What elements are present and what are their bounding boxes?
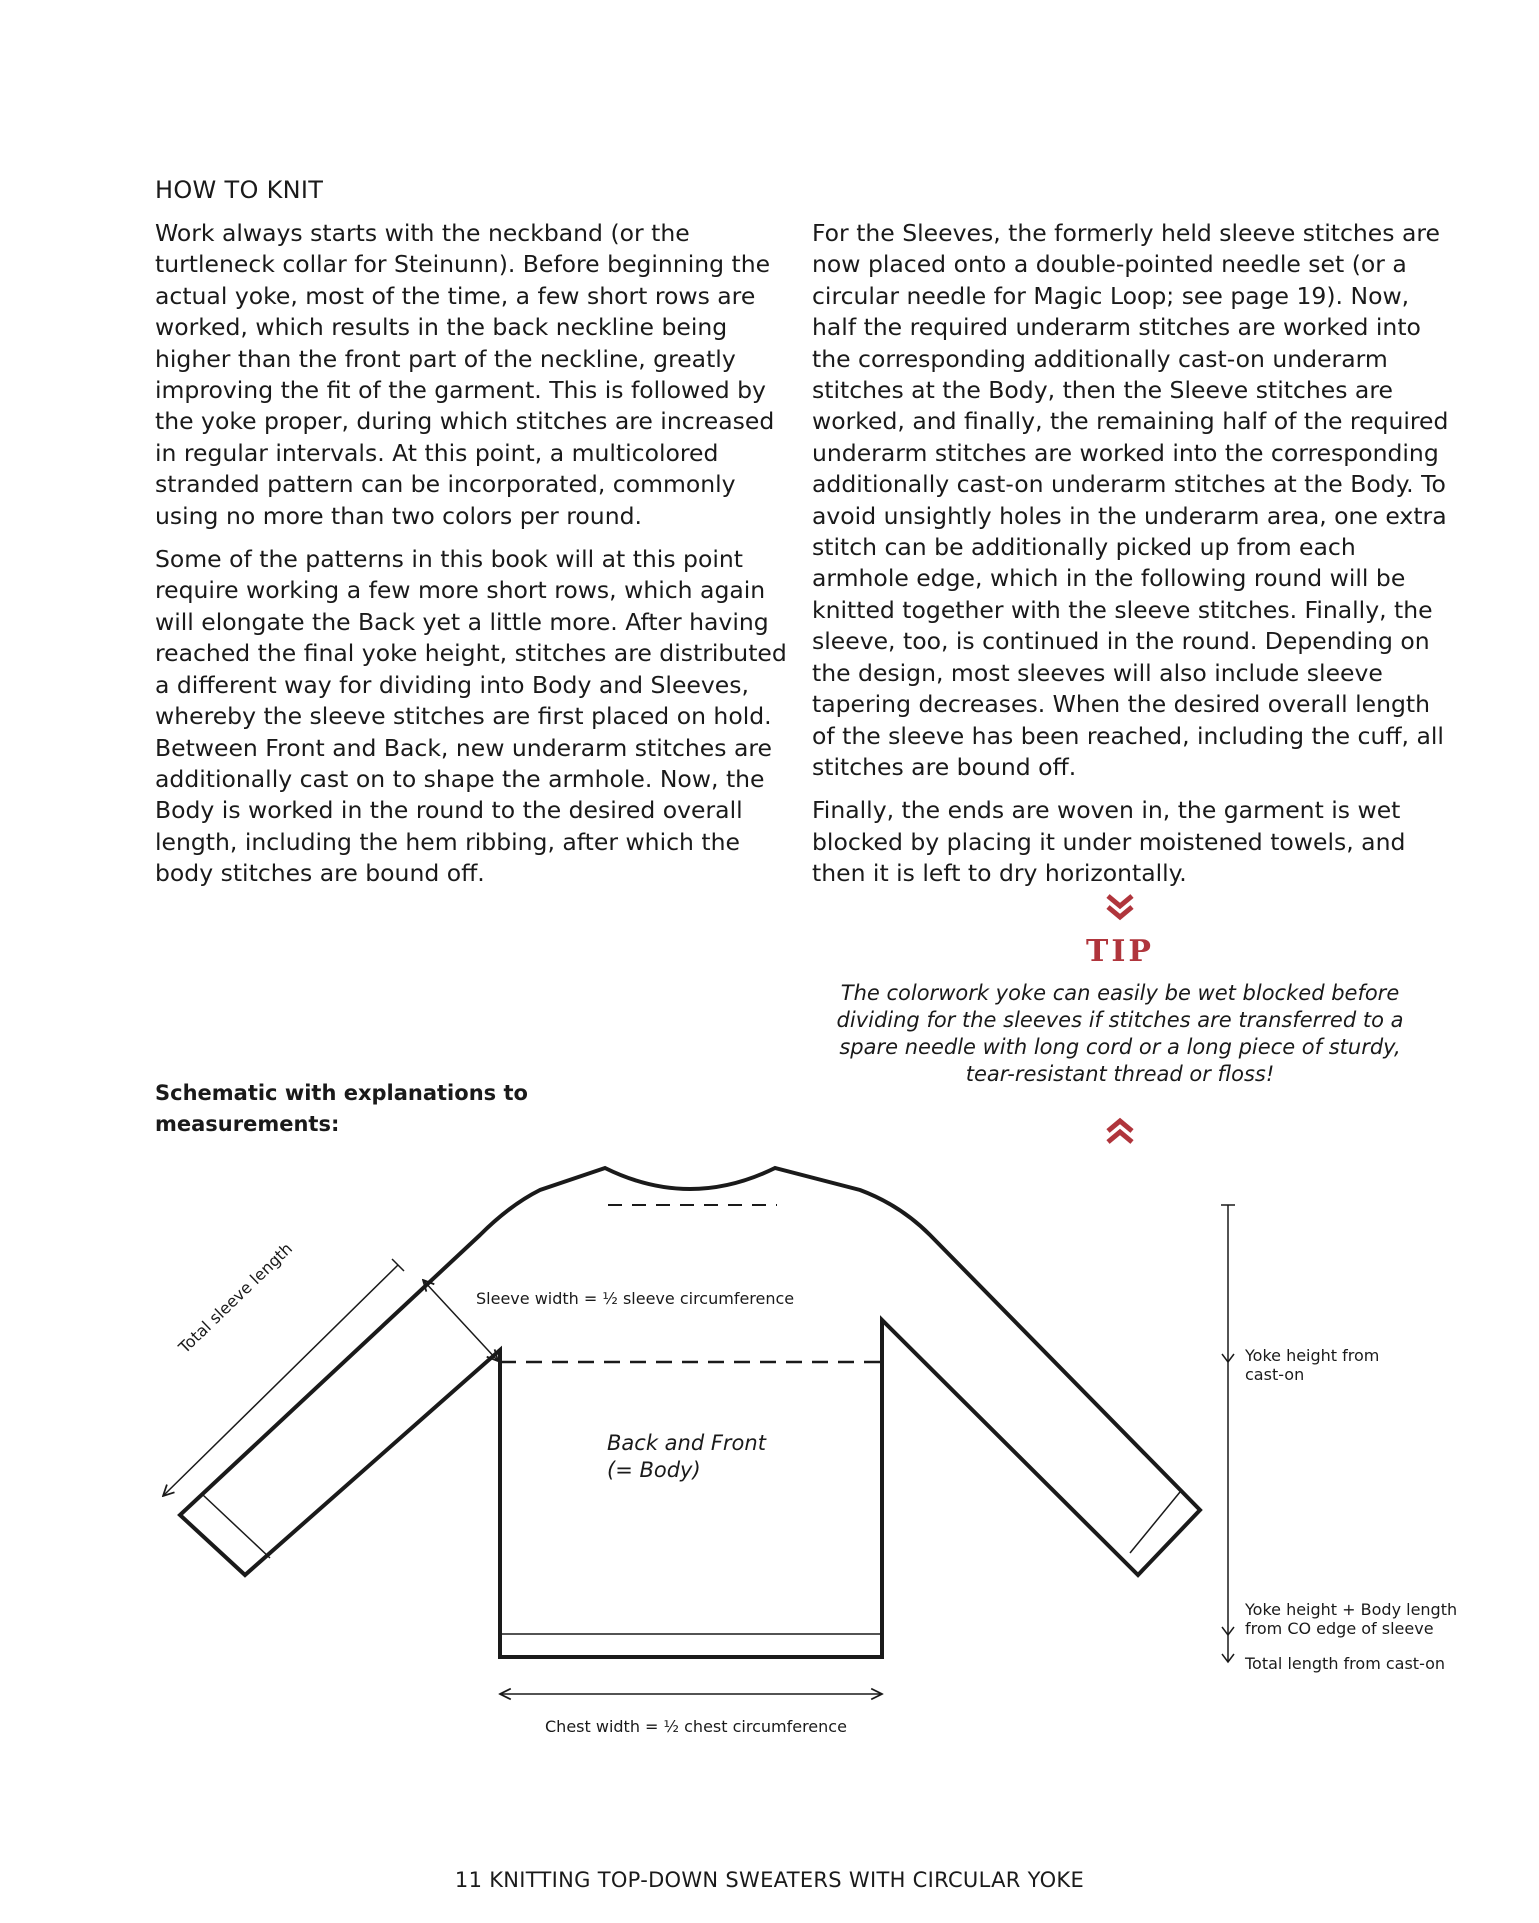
cuff-line-left xyxy=(203,1495,270,1558)
total-sleeve-length-label: Total sleeve length xyxy=(174,1238,297,1357)
schematic-title: Schematic with explanations to measurements: xyxy=(155,1081,528,1136)
yoke-body-length-label: Yoke height + Body length from CO edge of sleeve xyxy=(1245,1600,1458,1638)
paragraph: Some of the patterns in this book will at this point require working a few more short rows, which again will elongate the Back yet a little more. After having reached the final yoke height, stitches are distributed a different way for dividing into Body and Sleeves, whereby the sleeve stitches are first placed on hold. Between Front and Back, new underarm stitches are additionally cast on to shape the armhole. Now, the Body is worked in the round to the desired overall length, including the hem ribbing, after which the body stitches are bound off. xyxy=(155,545,787,888)
chest-width-label: Chest width = ½ chest circumference xyxy=(545,1717,847,1736)
sleeve-length-arrow xyxy=(163,1265,398,1496)
page-footer: 11 KNITTING TOP-DOWN SWEATERS WITH CIRCULAR YOKE xyxy=(454,1868,1085,1892)
body-label: Back and Front (= Body) xyxy=(607,1431,766,1482)
total-length-label: Total length from cast-on xyxy=(1245,1654,1446,1673)
tip-title: TIP xyxy=(1086,934,1154,969)
sweater-outline xyxy=(180,1168,1200,1657)
sleeve-width-label: Sleeve width = ½ sleeve circumference xyxy=(476,1289,795,1308)
section-heading: HOW TO KNIT xyxy=(155,176,324,204)
tip-text: The colorwork yoke can easily be wet blocked before dividing for the sleeves if stitches are transferred to a spare needle with long cord or a long piece of sturdy, tear-resistant thread or floss! xyxy=(836,981,1404,1086)
paragraph: For the Sleeves, the formerly held sleeve stitches are now placed onto a double-pointed needle set (or a circular needle for Magic Loop; see page 19). Now, half the required underarm stitches are worked into the corresponding additionally cast-on underarm stitches at the Body, then the Sleeve stitches are worked, and finally, the remaining half of the required underarm stitches are worked into the corresponding additionally cast-on underarm stitches at the Body. To avoid unsightly holes in the underarm area, one extra stitch can be additionally picked up from each armhole edge, which in the following round will be knitted together with the sleeve stitches. Finally, the sleeve, too, is continued in the round. Depending on the design, most sleeves will also include sleeve tapering decreases. When the desired overall length of the sleeve has been reached, including the cuff, all stitches are bound off. xyxy=(812,219,1449,781)
cuff-line-right xyxy=(1130,1492,1180,1553)
yoke-height-label: Yoke height from cast-on xyxy=(1245,1346,1380,1384)
paragraph: Finally, the ends are woven in, the garment is wet blocked by placing it under moistened towels, and then it is left to dry horizontally. xyxy=(812,796,1406,888)
paragraph: Work always starts with the neckband (or the turtleneck collar for Steinunn). Before beginning the actual yoke, most of the time, a few short rows are worked, which results in the back neckline being higher than the front part of the neckline, greatly improving the fit of the garment. This is followed by the yoke proper, during which stitches are increased in regular intervals. At this point, a multicolored stranded pattern can be incorporated, commonly using no more than two colors per round. xyxy=(155,219,775,530)
